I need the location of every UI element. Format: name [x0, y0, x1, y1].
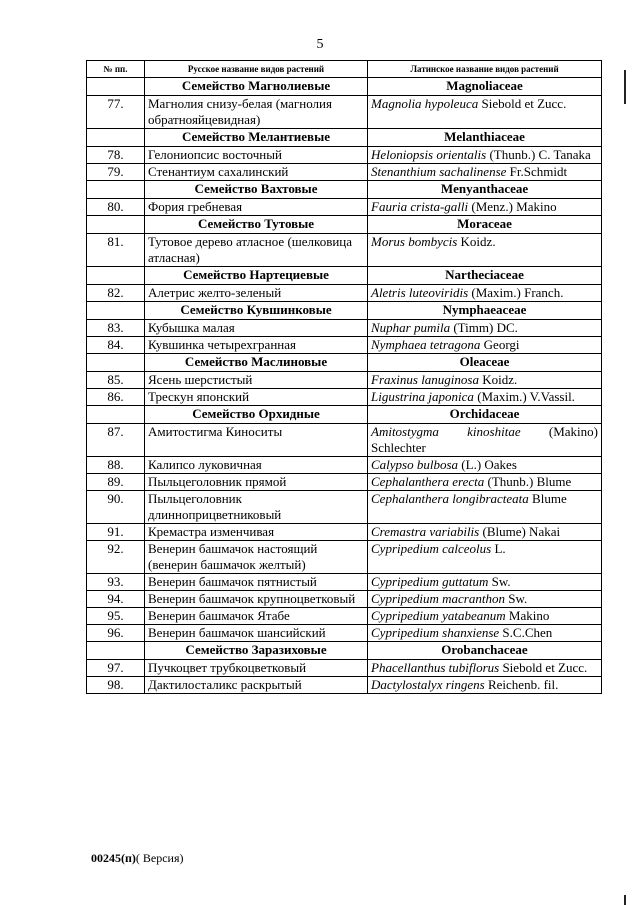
latin-author: Koidz. — [478, 372, 518, 387]
latin-name-cell — [368, 608, 602, 625]
table-row — [87, 424, 602, 457]
family-number-cell — [87, 302, 145, 320]
russian-name: Венерин башмачок настоящий (венерин башмачок желтый) — [145, 541, 368, 574]
latin-species-name: Nuphar pumila — [371, 320, 451, 335]
latin-species-name: Aletris luteoviridis — [371, 285, 469, 300]
table-row — [87, 591, 602, 608]
margin-mark — [624, 895, 626, 905]
family-name-ru: Семейство Нартециевые — [145, 267, 368, 285]
family-row — [87, 642, 602, 660]
russian-name: Кремастра изменчивая — [145, 524, 368, 541]
latin-name-cell — [368, 524, 602, 541]
russian-name: Венерин башмачок шансийский — [145, 625, 368, 642]
latin-author: Blume — [528, 491, 567, 506]
family-name-ru: Семейство Вахтовые — [145, 181, 368, 199]
latin-species-name: Nymphaea tetragona — [371, 337, 481, 352]
latin-author: Georgi — [480, 337, 520, 352]
table-header — [87, 61, 602, 78]
latin-name-cell — [368, 677, 602, 694]
family-name-ru: Семейство Маслиновые — [145, 354, 368, 372]
footer — [91, 851, 184, 866]
latin-author: Reichenb. fil. — [484, 677, 559, 692]
latin-author: (Makino) Schlechter — [371, 424, 598, 455]
row-number: 78. — [87, 147, 145, 164]
russian-name: Дактилосталикс раскрытый — [145, 677, 368, 694]
latin-name-cell — [368, 625, 602, 642]
latin-name-cell — [368, 372, 602, 389]
table-row — [87, 541, 602, 574]
family-name-ru: Семейство Заразиховые — [145, 642, 368, 660]
latin-species-name: Fauria crista-galli — [371, 199, 469, 214]
family-name-lat: Nymphaeaceae — [368, 302, 602, 320]
table-row — [87, 574, 602, 591]
row-number: 97. — [87, 660, 145, 677]
latin-name-cell — [368, 574, 602, 591]
russian-name: Кувшинка четырехгранная — [145, 337, 368, 354]
latin-author: Sw. — [488, 574, 511, 589]
russian-name: Калипсо луковичная — [145, 457, 368, 474]
header-latin-name: Латинское название видов растений — [368, 61, 602, 78]
latin-name-cell — [368, 660, 602, 677]
russian-name: Амитостигма Киноситы — [145, 424, 368, 457]
russian-name: Кубышка малая — [145, 320, 368, 337]
table-row — [87, 491, 602, 524]
family-name-lat: Orobanchaceae — [368, 642, 602, 660]
family-number-cell — [87, 354, 145, 372]
latin-species-name: Calypso bulbosa — [371, 457, 459, 472]
latin-author: Siebold et Zucc. — [478, 96, 567, 111]
family-row — [87, 129, 602, 147]
page-number: 5 — [316, 37, 324, 52]
row-number: 94. — [87, 591, 145, 608]
latin-author: (L.) Oakes — [458, 457, 517, 472]
latin-name-cell — [368, 164, 602, 181]
russian-name: Стенантиум сахалинский — [145, 164, 368, 181]
table-row — [87, 320, 602, 337]
family-name-lat: Moraceae — [368, 216, 602, 234]
latin-author: Koidz. — [457, 234, 496, 249]
latin-name-cell — [368, 591, 602, 608]
latin-author: (Blume) Nakai — [479, 524, 561, 539]
family-number-cell — [87, 642, 145, 660]
russian-name: Фория гребневая — [145, 199, 368, 216]
family-name-lat: Menyanthaceae — [368, 181, 602, 199]
latin-author: S.C.Chen — [499, 625, 553, 640]
family-row — [87, 406, 602, 424]
latin-species-name: Cephalanthera erecta — [371, 474, 485, 489]
russian-name: Пыльцеголовник прямой — [145, 474, 368, 491]
table-row — [87, 147, 602, 164]
row-number: 96. — [87, 625, 145, 642]
row-number: 92. — [87, 541, 145, 574]
family-name-lat: Nartheciaceae — [368, 267, 602, 285]
family-name-ru: Семейство Магнолиевые — [145, 78, 368, 96]
latin-name-cell — [368, 491, 602, 524]
table-row — [87, 524, 602, 541]
latin-species-name: Fraxinus lanuginosa — [371, 372, 479, 387]
row-number: 98. — [87, 677, 145, 694]
table-row — [87, 677, 602, 694]
document-version: ( Версия) — [135, 851, 184, 865]
row-number: 95. — [87, 608, 145, 625]
header-number: № пп. — [87, 61, 145, 78]
family-number-cell — [87, 216, 145, 234]
species-table — [86, 60, 602, 694]
margin-mark — [624, 70, 626, 104]
latin-species-name: Cypripedium guttatum — [371, 574, 489, 589]
family-name-lat: Oleaceae — [368, 354, 602, 372]
latin-species-name: Morus bombycis — [371, 234, 458, 249]
latin-species-name: Phacellanthus tubiflorus — [371, 660, 500, 675]
latin-name-cell — [368, 96, 602, 129]
latin-author: Siebold et Zucc. — [499, 660, 588, 675]
table-row — [87, 96, 602, 129]
latin-species-name: Cypripedium macranthon — [371, 591, 505, 606]
latin-species-name: Amitostygma kinoshitae — [371, 424, 521, 439]
table-row — [87, 608, 602, 625]
latin-species-name: Heloniopsis orientalis — [371, 147, 487, 162]
table-row — [87, 337, 602, 354]
row-number: 85. — [87, 372, 145, 389]
row-number: 88. — [87, 457, 145, 474]
latin-species-name: Magnolia hypoleuca — [371, 96, 479, 111]
latin-author: L. — [491, 541, 506, 556]
family-row — [87, 181, 602, 199]
family-name-lat: Orchidaceae — [368, 406, 602, 424]
table-row — [87, 285, 602, 302]
table-row — [87, 474, 602, 491]
latin-author: (Thunb.) C. Tanaka — [486, 147, 591, 162]
latin-species-name: Dactylostalyx ringens — [371, 677, 485, 692]
family-name-lat: Melanthiaceae — [368, 129, 602, 147]
family-number-cell — [87, 78, 145, 96]
latin-name-cell — [368, 424, 602, 457]
family-row — [87, 78, 602, 96]
family-name-ru: Семейство Кувшинковые — [145, 302, 368, 320]
russian-name: Гелониопсис восточный — [145, 147, 368, 164]
latin-name-cell — [368, 337, 602, 354]
family-name-lat: Magnoliaceae — [368, 78, 602, 96]
row-number: 90. — [87, 491, 145, 524]
latin-name-cell — [368, 199, 602, 216]
row-number: 79. — [87, 164, 145, 181]
row-number: 84. — [87, 337, 145, 354]
russian-name: Венерин башмачок пятнистый — [145, 574, 368, 591]
row-number: 80. — [87, 199, 145, 216]
latin-name-cell — [368, 474, 602, 491]
latin-species-name: Cephalanthera longibracteata — [371, 491, 529, 506]
row-number: 89. — [87, 474, 145, 491]
row-number: 82. — [87, 285, 145, 302]
family-number-cell — [87, 267, 145, 285]
russian-name: Пучкоцвет трубкоцветковый — [145, 660, 368, 677]
table-body — [87, 78, 602, 694]
latin-species-name: Ligustrina japonica — [371, 389, 474, 404]
table-row — [87, 660, 602, 677]
latin-name-cell — [368, 234, 602, 267]
row-number: 81. — [87, 234, 145, 267]
latin-species-name: Cypripedium calceolus — [371, 541, 492, 556]
latin-name-cell — [368, 147, 602, 164]
russian-name: Венерин башмачок крупноцветковый — [145, 591, 368, 608]
family-name-ru: Семейство Тутовые — [145, 216, 368, 234]
row-number: 86. — [87, 389, 145, 406]
latin-author: Sw. — [504, 591, 528, 606]
latin-name-cell — [368, 389, 602, 406]
latin-author: (Timm) DC. — [450, 320, 518, 335]
russian-name: Пыльцеголовник длиннoприцветниковый — [145, 491, 368, 524]
row-number: 83. — [87, 320, 145, 337]
row-number: 93. — [87, 574, 145, 591]
russian-name: Магнолия снизу-белая (магнолия обратнояйцевидная) — [145, 96, 368, 129]
table-row — [87, 199, 602, 216]
family-name-ru: Семейство Орхидные — [145, 406, 368, 424]
table-row — [87, 625, 602, 642]
latin-species-name: Cypripedium shanxiense — [371, 625, 500, 640]
row-number: 77. — [87, 96, 145, 129]
latin-author: (Maxim.) V.Vassil. — [473, 389, 575, 404]
latin-name-cell — [368, 541, 602, 574]
table-row — [87, 164, 602, 181]
latin-author: (Thunb.) Blume — [484, 474, 572, 489]
russian-name: Алетрис желто-зеленый — [145, 285, 368, 302]
family-row — [87, 354, 602, 372]
russian-name: Трескун японский — [145, 389, 368, 406]
family-row — [87, 302, 602, 320]
family-row — [87, 216, 602, 234]
latin-species-name: Stenanthium sachalinense — [371, 164, 507, 179]
table-row — [87, 372, 602, 389]
latin-species-name: Cypripedium yatabeanum — [371, 608, 506, 623]
table-row — [87, 457, 602, 474]
table-row — [87, 234, 602, 267]
latin-author: Fr.Schmidt — [506, 164, 568, 179]
latin-name-cell — [368, 457, 602, 474]
family-number-cell — [87, 129, 145, 147]
latin-species-name: Cremastra variabilis — [371, 524, 480, 539]
family-number-cell — [87, 406, 145, 424]
latin-name-cell — [368, 285, 602, 302]
row-number: 87. — [87, 424, 145, 457]
latin-author: (Maxim.) Franch. — [468, 285, 564, 300]
latin-author: Makino — [505, 608, 550, 623]
row-number: 91. — [87, 524, 145, 541]
latin-author: (Menz.) Makino — [468, 199, 557, 214]
table-row — [87, 389, 602, 406]
russian-name: Тутовое дерево атласное (шелковица атласная) — [145, 234, 368, 267]
family-row — [87, 267, 602, 285]
latin-name-cell — [368, 320, 602, 337]
header-russian-name: Русское название видов растений — [145, 61, 368, 78]
document-code: 00245(п) — [91, 851, 136, 865]
family-number-cell — [87, 181, 145, 199]
family-name-ru: Семейство Мелантиевые — [145, 129, 368, 147]
russian-name: Венерин башмачок Ятабе — [145, 608, 368, 625]
russian-name: Ясень шерстистый — [145, 372, 368, 389]
